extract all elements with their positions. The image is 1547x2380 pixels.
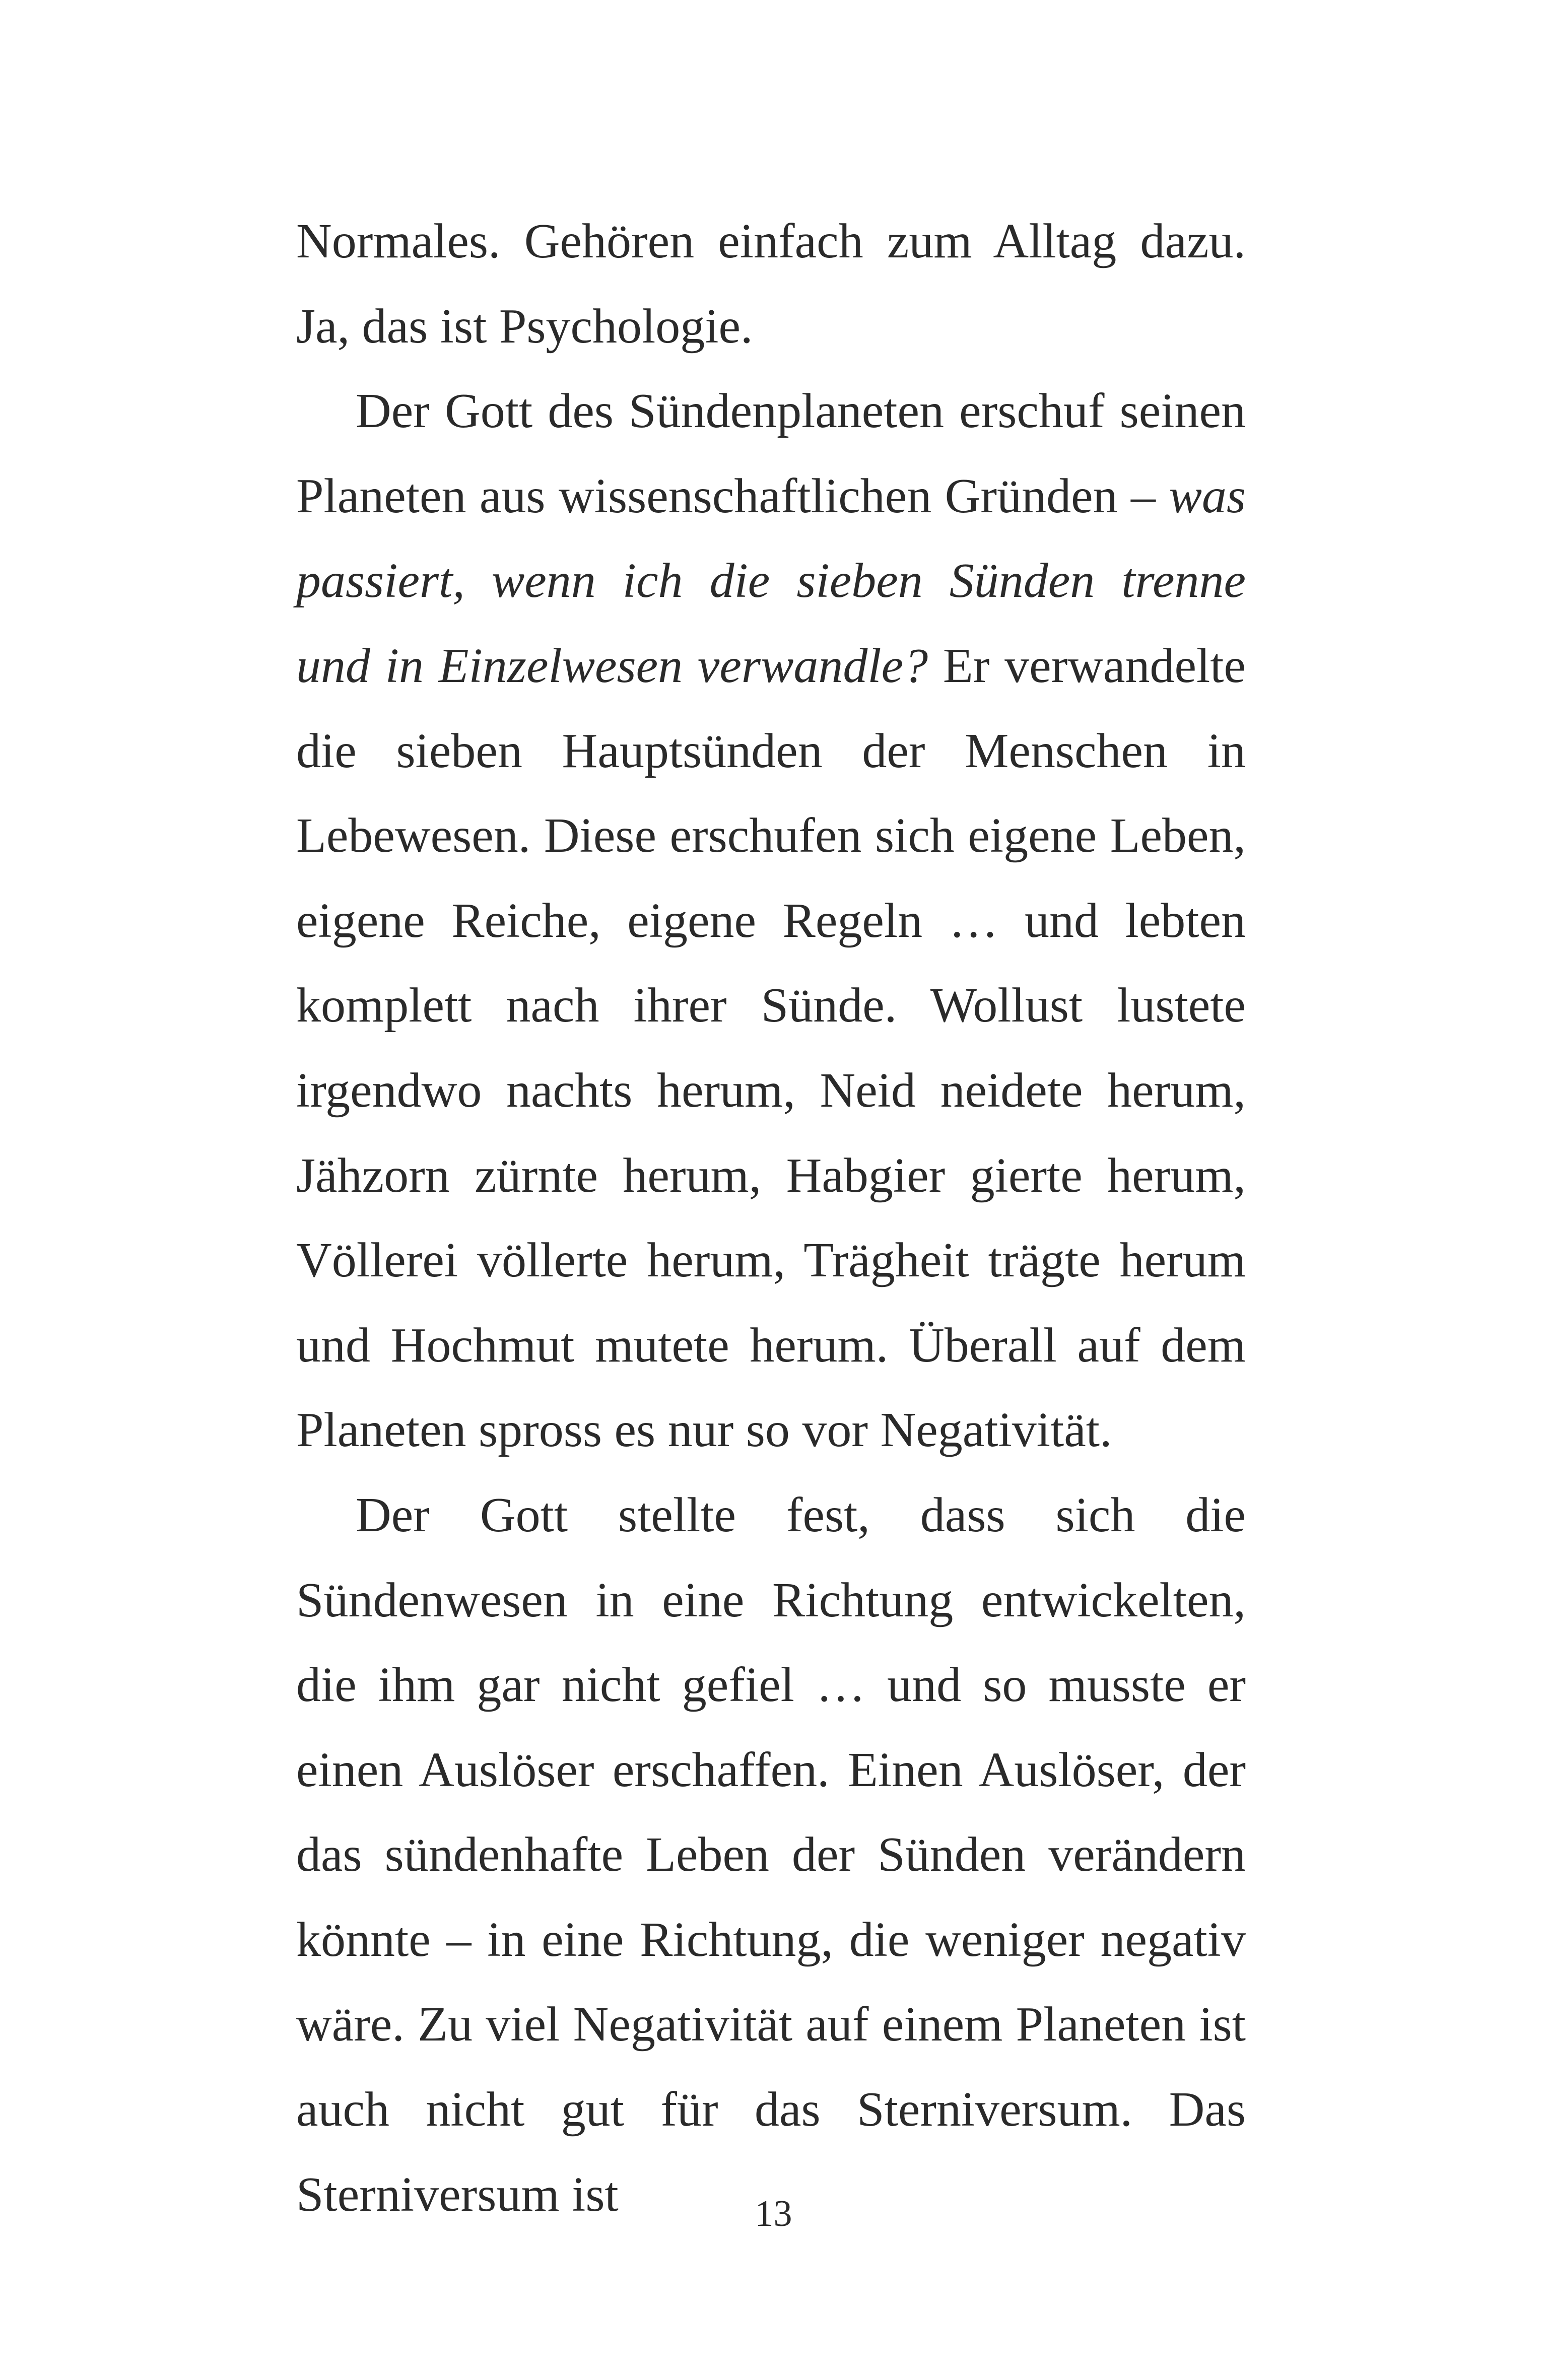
paragraph-3: [296, 1473, 1246, 2237]
paragraph-1-text: Normales. Gehören einfach zum Alltag dazu. Ja, das ist Psychologie.: [296, 214, 1246, 354]
paragraph-2-text-end: Er verwandelte die sieben Hauptsünden der Menschen in Lebewesen. Diese erschufen sich eigene Leben, eigene Reiche, eigene Regeln … und lebten komplett nach ihrer Sünde. Wollust lustete irgendwo nachts herum, Neid neidete herum, Jähzorn zürnte herum, Habgier gierte herum, Völlerei völlerte herum, Trägheit trägte herum und Hochmut mutete herum. Überall auf dem Planeten spross es nur so vor Negativität.: [296, 638, 1246, 1458]
page-number: 13: [755, 2193, 792, 2234]
paragraph-2-italic-question: was passiert, wenn ich die sieben Sünden trenne und in Einzelwesen verwandle?: [296, 468, 1246, 693]
paragraph-2-text-start: Der Gott des Sündenplaneten erschuf seinen Planeten aus wissenschaftlichen Gründen –: [296, 384, 1246, 523]
paragraph-3-text: Der Gott stellte fest, dass sich die Sündenwesen in eine Richtung entwickelten, die ihm gar nicht gefiel … und so musste er einen Auslöser erschaffen. Einen Auslöser, der das sündenhafte Leben der Sünden verändern könnte – in eine Richtung, die weniger negativ wäre. Zu viel Negativität auf einem Planeten ist auch nicht gut für das Sterniversum. Das Sterniversum ist: [296, 1487, 1246, 2222]
body-text: [296, 199, 1246, 2237]
paragraph-2: [296, 369, 1246, 1473]
paragraph-1: [296, 199, 1246, 369]
